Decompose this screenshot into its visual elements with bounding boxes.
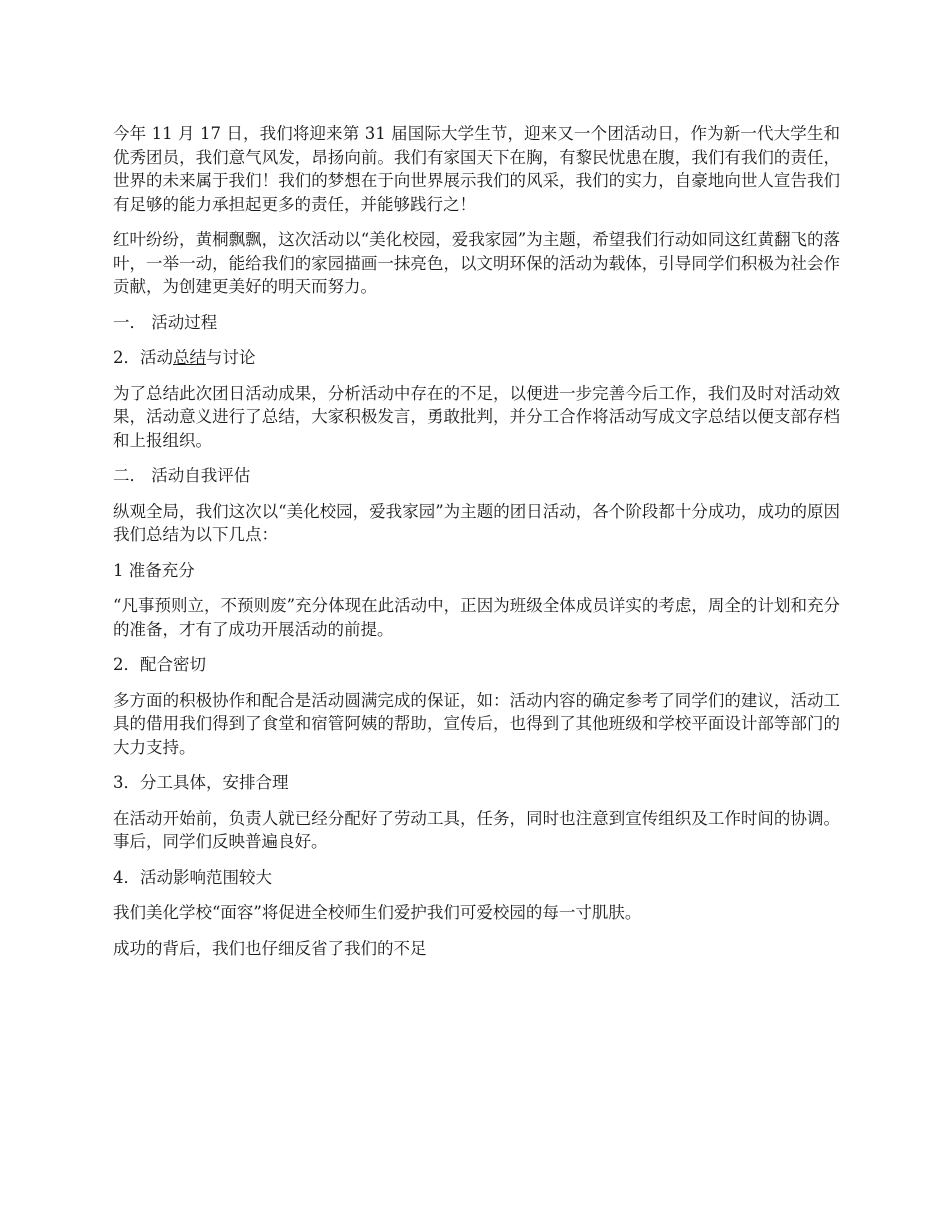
section-heading-evaluation: 二． 活动自我评估 xyxy=(113,466,251,485)
subheading-link-summary[interactable]: 总结 xyxy=(173,348,206,367)
document-body xyxy=(113,122,840,972)
subheading-preparation: 1 准备充分 xyxy=(113,560,195,580)
subheading-division-of-labor: 3．分工具体，安排合理 xyxy=(113,773,289,792)
section-heading-process: 一． 活动过程 xyxy=(113,312,218,332)
paragraph-overview: 纵观全局，我们这次以“美化校园，爱我家园”为主题的团日活动，各个阶段都十分成功，成功的原因我们总结为以下几点： xyxy=(113,501,840,544)
paragraph-cooperation: 多方面的积极协作和配合是活动圆满完成的保证，如：活动内容的确定参考了同学们的建议，活动工具的借用我们得到了食堂和宿管阿姨的帮助，宣传后，也得到了其他班级和学校平面设计部等部门的大力支持。 xyxy=(113,690,840,757)
subheading-cooperation: 2．配合密切 xyxy=(113,655,206,674)
paragraph-theme: 红叶纷纷，黄桐飘飘，这次活动以“美化校园，爱我家园”为主题，希望我们行动如同这红黄翻飞的落叶，一举一动，能给我们的家园描画一抹亮色，以文明环保的活动为载体，引导同学们积极为社会作贡献，为创建更美好的明天而努力。 xyxy=(113,230,840,296)
subheading-impact: 4．活动影响范围较大 xyxy=(113,867,272,887)
paragraph-intro: 今年 11 月 17 日，我们将迎来第 31 届国际大学生节，迎来又一个团活动日，作为新一代大学生和优秀团员，我们意气风发，昂扬向前。我们有家国天下在胸，有黎民忧患在腹，我们有我们的责任，世界的未来属于我们！我们的梦想在于向世界展示我们的风采，我们的实力，自豪地向世人宣告我们有足够的能力承担起更多的责任，并能够践行之！ xyxy=(113,124,840,214)
paragraph-preparation: “凡事预则立，不预则废”充分体现在此活动中，正因为班级全体成员详实的考虑，周全的计划和充分的准备，才有了成功开展活动的前提。 xyxy=(113,596,840,639)
paragraph-reflection: 成功的背后，我们也仔细反省了我们的不足 xyxy=(113,938,427,958)
subheading-summary-discussion xyxy=(113,346,840,370)
subheading-suffix: 与讨论 xyxy=(206,348,256,367)
paragraph-impact: 我们美化学校“面容”将促进全校师生们爱护我们可爱校园的每一寸肌肤。 xyxy=(113,903,642,922)
paragraph-division-of-labor: 在活动开始前，负责人就已经分配好了劳动工具，任务，同时也注意到宣传组织及工作时间的协调。事后，同学们反映普遍良好。 xyxy=(113,808,840,851)
subheading-prefix: 2．活动 xyxy=(113,348,173,367)
paragraph-summary: 为了总结此次团日活动成果，分析活动中存在的不足，以便进一步完善今后工作，我们及时对活动效果，活动意义进行了总结，大家积极发言，勇敢批判，并分工合作将活动写成文字总结以便支部存档和上报组织。 xyxy=(113,383,840,450)
